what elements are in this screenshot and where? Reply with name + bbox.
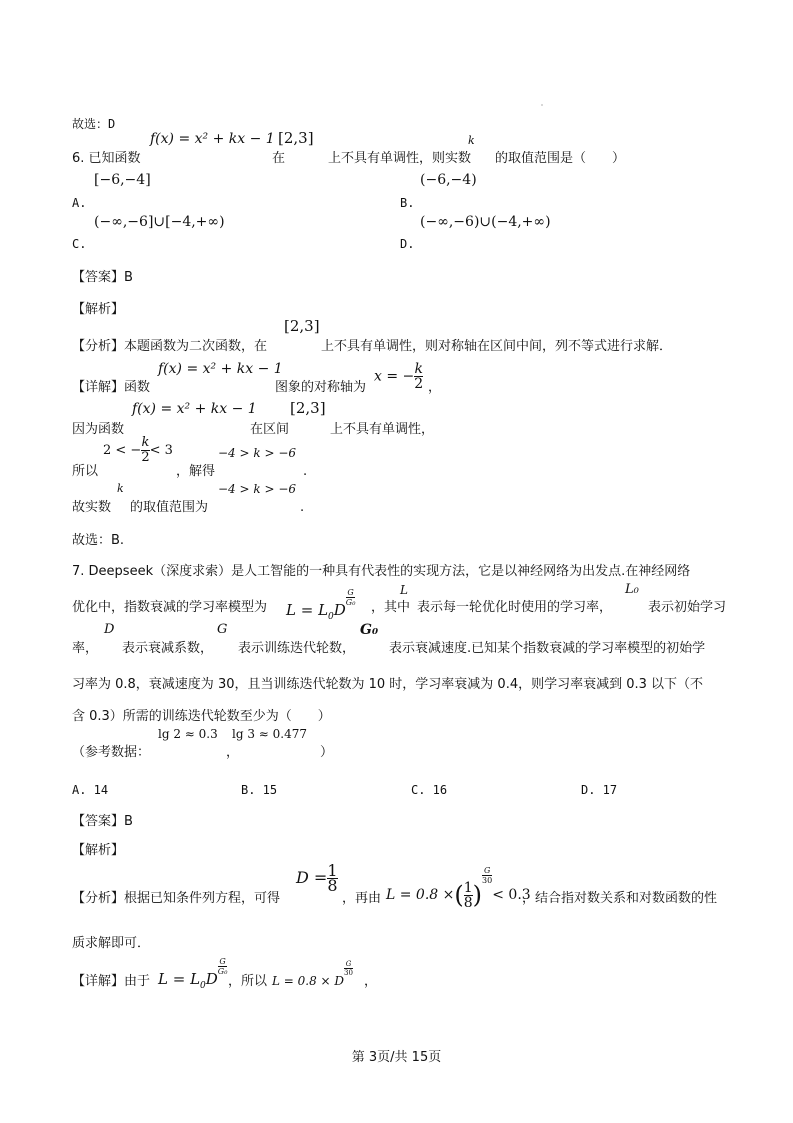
q7-fenxi-a: 【分析】根据已知条件列方程，可得	[72, 891, 281, 906]
q7-fenxi-c: ，结合指对数关系和对数函数的性	[522, 891, 718, 906]
q7-option-a: A. 14	[72, 783, 109, 797]
q6-answer: 【答案】B	[72, 270, 133, 285]
q7-line2-a: 优化中，指数衰减的学习率模型为	[72, 600, 268, 615]
q6-xiangjie-a: 【详解】函数	[72, 380, 151, 395]
q6-option-d-math: (−∞,−6)∪(−4,+∞)	[420, 214, 551, 230]
q7-line3-d: 表示衰减速度.已知某个指数衰减的学习率模型的初始学	[389, 641, 706, 656]
q7-ref-end: ）	[320, 745, 334, 760]
q7-line3-a: 率，	[72, 641, 99, 656]
q7-ref-lg3: lg 3 ≈ 0.477	[232, 727, 308, 741]
q6-option-a-math: [−6,−4]	[94, 172, 151, 188]
q7-fenxi-L-exp	[482, 866, 492, 885]
q7-fenxi-L-paren-open: (	[454, 881, 464, 909]
q7-option-d: D. 17	[581, 783, 618, 797]
q6-xiangjie-b: 图象的对称轴为	[275, 380, 367, 395]
q6-range-end: .	[300, 500, 305, 515]
q7-xj-model	[158, 957, 227, 994]
q7-xj-model-D: D	[205, 970, 218, 988]
q7-var-G: G	[217, 622, 228, 637]
q6-var-k: k	[468, 134, 475, 147]
q7-var-G0: G₀	[360, 622, 379, 638]
q6-fenxi-interval: [2,3]	[284, 317, 320, 335]
q7-xiangjie-b: ，所以	[228, 974, 268, 989]
q6-interval: [2,3]	[278, 129, 314, 147]
q7-fenxi-L-rhs: < 0.3	[492, 887, 531, 903]
q7-line3-b: 表示衰减系数，	[122, 641, 214, 656]
q7-fenxi-b: ，再由	[342, 891, 382, 906]
q6-axis-den: 2	[414, 376, 424, 392]
q7-fenxi-D-lhs: D =	[296, 868, 328, 887]
q7-xj-model-exp-num: G	[219, 957, 226, 966]
q7-fenxi-D-frac	[327, 861, 338, 895]
q7-xj-L-formula: L = 0.8 × D	[272, 974, 345, 988]
q6-option-b-math: (−6,−4)	[420, 172, 477, 188]
q6-axis-num: k	[414, 361, 423, 377]
q7-ref-a: （参考数据：	[72, 745, 151, 760]
q7-xj-L	[272, 960, 353, 989]
q7-var-D: D	[104, 622, 115, 637]
q7-fenxi-D-num: 1	[327, 861, 338, 880]
q7-model-exp-den: G₀	[345, 598, 356, 607]
q6-because-c: 上不具有单调性，	[330, 422, 435, 437]
q7-fenxi-L-paren-close: )	[472, 881, 483, 909]
q6-range-b: 的取值范围为	[130, 500, 209, 515]
prev-choice: 故选：D	[72, 117, 116, 131]
q6-so-ineq-den: 2	[141, 450, 150, 465]
q7-fenxi-L	[386, 866, 531, 910]
q7-var-L0-header: L₀	[625, 582, 639, 597]
q7-var-L-header: L	[400, 583, 408, 597]
q6-axis-formula	[374, 362, 423, 391]
q6-so-a: 所以	[72, 464, 99, 479]
q6-so-ineq-frac	[141, 436, 149, 465]
q7-fenxi-L-num: 1	[463, 879, 473, 896]
q6-so-ineq-right: < 3	[149, 443, 173, 458]
page-footer: 第 3页/共 15页	[351, 1050, 442, 1065]
q7-xj-model-exp	[218, 957, 228, 976]
q7-fenxi-d: 质求解即可．	[72, 936, 151, 951]
q7-fenxi-L-exp-den: 30	[482, 876, 493, 885]
q7-model-exp-num: G	[347, 588, 354, 597]
q7-xj-model-sub0: 0	[200, 981, 206, 991]
q6-so-result: −4 > k > −6	[218, 446, 297, 460]
q7-line2-b: ，其中	[371, 600, 411, 615]
q7-analysis-label: 【解析】	[72, 843, 125, 858]
q6-option-a-letter: A.	[72, 196, 87, 210]
q6-range-a: 故实数	[72, 500, 112, 515]
q7-fenxi-L-lhs: L = 0.8 ×	[386, 887, 455, 903]
q7-fenxi-D	[296, 861, 338, 895]
q7-option-c: C. 16	[411, 783, 448, 797]
q7-xj-L-exp-den: 30	[344, 969, 353, 977]
q6-option-c-math: (−∞,−6]∪[−4,+∞)	[94, 214, 225, 230]
q7-xiangjie-a: 【详解】由于	[72, 974, 151, 989]
q7-answer: 【答案】B	[72, 814, 133, 829]
q7-model-sub0: 0	[328, 612, 334, 622]
q6-option-b-letter: B.	[400, 196, 415, 210]
q6-because-interval: [2,3]	[290, 399, 326, 417]
q6-stem-at: 在	[272, 151, 286, 166]
q7-model-exp	[346, 588, 356, 607]
q7-fenxi-D-den: 8	[327, 876, 338, 895]
q6-because-func: f(x) = x² + kx − 1	[132, 401, 257, 417]
q6-option-d-letter: D.	[400, 237, 415, 251]
q7-xj-L-exp	[344, 960, 353, 977]
q6-so-ineq-left: 2 < −	[103, 443, 142, 458]
scan-speck	[541, 104, 543, 106]
q6-so-b: ，解得	[176, 464, 216, 479]
q6-fenxi-a: 【分析】本题函数为二次函数，在	[72, 339, 268, 354]
q6-stem-mid: 上不具有单调性，则实数	[328, 151, 472, 166]
q6-axis-lhs: x = −	[374, 368, 415, 385]
q7-model-D: D	[333, 601, 346, 619]
q6-xiangjie-func: f(x) = x² + kx − 1	[158, 361, 283, 377]
q7-line2-d: 表示初始学习	[648, 600, 727, 615]
q7-xj-L-exp-num: G	[345, 960, 352, 968]
q7-fenxi-L-frac	[464, 881, 473, 910]
q7-model-lhs: L = L	[286, 601, 329, 619]
q7-line4: 习率为 0.8，衰减速度为 30，且当训练迭代轮数为 10 时，学习率衰减为 0.4，则学习率衰减到 0.3 以下（不	[72, 677, 704, 692]
q6-stem-prefix: 6. 已知函数	[72, 151, 141, 166]
q7-line3-c: 表示训练迭代轮数，	[238, 641, 356, 656]
q6-so-end: .	[303, 464, 308, 479]
q7-fenxi-L-den: 8	[463, 894, 473, 911]
q6-analysis-label: 【解析】	[72, 302, 125, 317]
q7-line2-c: 表示每一轮优化时使用的学习率，	[417, 600, 613, 615]
q7-ref-lg2: lg 2 ≈ 0.3	[158, 727, 218, 741]
q7-line5: 含 0.3）所需的训练迭代轮数至少为（ ）	[72, 709, 331, 724]
q7-ref-comma: ，	[226, 745, 240, 760]
q6-range-k: k	[117, 482, 124, 495]
q6-so-ineq	[103, 436, 173, 465]
q6-choice: 故选：B.	[72, 533, 125, 548]
q6-fenxi-b: 上不具有单调性，则对称轴在区间中间，列不等式进行求解．	[321, 339, 673, 354]
q6-func-formula: f(x) = x² + kx − 1	[150, 131, 275, 147]
q6-because-b: 在区间	[250, 422, 290, 437]
q7-xj-model-lhs: L = L	[158, 970, 201, 988]
q7-fenxi-L-exp-num: G	[483, 866, 491, 875]
q6-xiangjie-comma: ，	[428, 380, 442, 395]
q7-xiangjie-c: ，	[364, 974, 378, 989]
q6-because-a: 因为函数	[72, 422, 125, 437]
q6-option-c-letter: C.	[72, 237, 87, 251]
q7-xj-model-exp-den: G₀	[217, 967, 228, 976]
q6-so-ineq-num: k	[141, 435, 150, 450]
q7-option-b: B. 15	[241, 783, 278, 797]
q6-stem-suffix: 的取值范围是（ ）	[495, 151, 626, 166]
q6-axis-frac	[414, 362, 423, 391]
q7-model-formula	[286, 588, 355, 625]
q7-line1: 7. Deepseek（深度求索）是人工智能的一种具有代表性的实现方法，它是以神经网络为出发点.在神经网络	[72, 564, 691, 579]
q6-range-result: −4 > k > −6	[218, 482, 297, 496]
